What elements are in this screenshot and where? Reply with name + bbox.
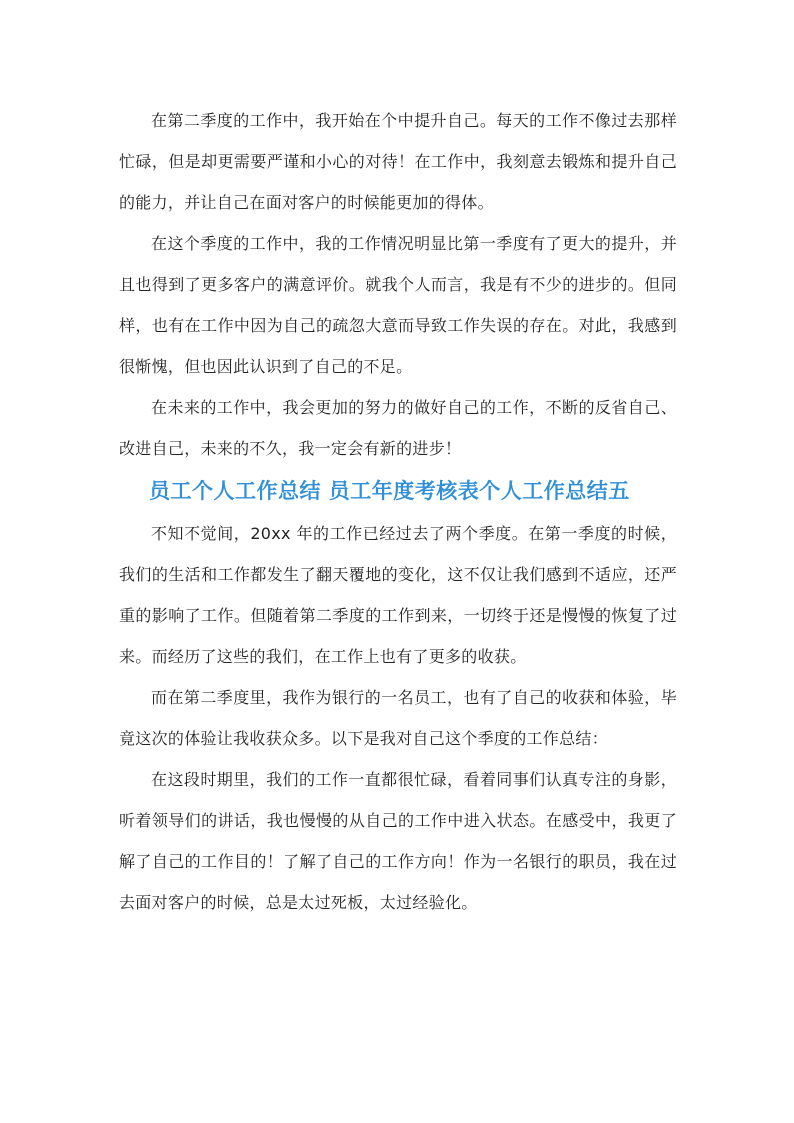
document-body bbox=[119, 100, 677, 923]
paragraph: 不知不觉间，20xx 年的工作已经过去了两个季度。在第一季度的时候，我们的生活和工作都发生了翻天覆地的变化，这不仅让我们感到不适应，还严重的影响了工作。但随着第二季度的工作到来，一切终于还是慢慢的恢复了过来。而经历了这些的我们，在工作上也有了更多的收获。 bbox=[119, 524, 677, 666]
paragraph: 而在第二季度里，我作为银行的一名员工，也有了自己的收获和体验，毕竟这次的体验让我收获众多。以下是我对自己这个季度的工作总结： bbox=[119, 688, 677, 748]
paragraph: 在这段时期里，我们的工作一直都很忙碌，看着同事们认真专注的身影，听着领导们的讲话，我也慢慢的从自己的工作中进入状态。在感受中，我更了解了自己的工作目的！了解了自己的工作方向！作为一名银行的职员，我在过去面对客户的时候，总是太过死板，太过经验化。 bbox=[119, 770, 677, 912]
section-heading: 员工个人工作总结 员工年度考核表个人工作总结五 bbox=[149, 479, 630, 503]
paragraph: 在未来的工作中，我会更加的努力的做好自己的工作，不断的反省自己、改进自己，未来的不久，我一定会有新的进步！ bbox=[119, 398, 677, 458]
paragraph: 在这个季度的工作中，我的工作情况明显比第一季度有了更大的提升，并且也得到了更多客户的满意评价。就我个人而言，我是有不少的进步的。但同样，也有在工作中因为自己的疏忽大意而导致工作失误的存在。对此，我感到很惭愧，但也因此认识到了自己的不足。 bbox=[119, 234, 677, 376]
paragraph: 在第二季度的工作中，我开始在个中提升自己。每天的工作不像过去那样忙碌，但是却更需要严谨和小心的对待！在工作中，我刻意去锻炼和提升自己的能力，并让自己在面对客户的时候能更加的得体。 bbox=[119, 111, 677, 212]
